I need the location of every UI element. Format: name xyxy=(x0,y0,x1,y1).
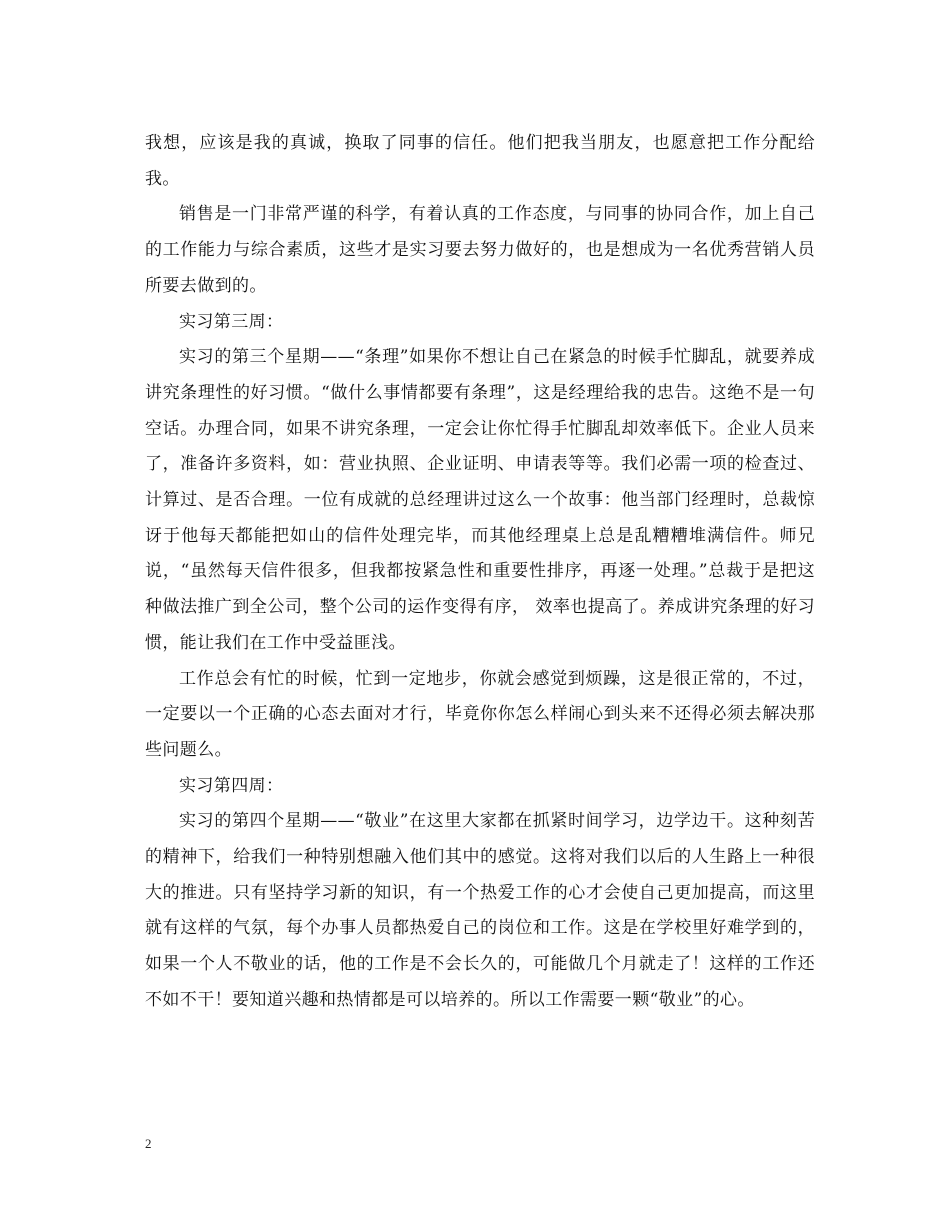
heading-week-three: 实习第三周： xyxy=(179,311,284,332)
page-number: 2 xyxy=(145,1136,152,1151)
paragraph-week-four: 实习的第四个星期——“敬业”在这里大家都在抓紧时间学习，边学边干。这种刻苦的精神下，给我们一种特别想融入他们其中的感觉。这将对我们以后的人生路上一种很大的推进。只有坚持学习新的知识，有一个热爱工作的心才会使自己更加提高，而这里就有这样的气氛，每个办事人员都热爱自己的岗位和工作。这是在学校里好难学到的，如果一个人不敬业的话，他的工作是不会长久的，可能做几个月就走了！这样的工作还不如不干！要知道兴趣和热情都是可以培养的。所以工作需要一颗“敬业”的心。 xyxy=(145,811,815,1010)
paragraph-week-three: 实习的第三个星期——“条理”如果你不想让自己在紧急的时候手忙脚乱，就要养成讲究条理性的好习惯。“做什么事情都要有条理”，这是经理给我的忠告。这绝不是一句空话。办理合同，如果不讲究条理，一定会让你忙得手忙脚乱却效率低下。企业人员来了，准备许多资料，如：营业执照、企业证明、申请表等等。我们必需一项的检查过、计算过、是否合理。一位有成就的总经理讲过这么一个故事：他当部门经理时，总裁惊讶于他每天都能把如山的信件处理完毕，而其他经理桌上总是乱糟糟堆满信件。师兄说，“虽然每天信件很多，但我都按紧急性和重要性排序，再逐一处理。”总裁于是把这种做法推广到全公司，整个公司的运作变得有序， 效率也提高了。养成讲究条理的好习惯，能让我们在工作中受益匪浅。 xyxy=(145,347,815,653)
paragraph-sales: 销售是一门非常严谨的科学，有着认真的工作态度，与同事的协同合作，加上自己的工作能力与综合素质，这些才是实习要去努力做好的，也是想成为一名优秀营销人员所要去做到的。 xyxy=(145,204,815,296)
paragraph-busy-work: 工作总会有忙的时候，忙到一定地步，你就会感觉到烦躁，这是很正常的，不过，一定要以一个正确的心态去面对才行，毕竟你你怎么样闹心到头来不还得必须去解决那些问题么。 xyxy=(145,668,815,760)
heading-week-four: 实习第四周： xyxy=(179,775,284,796)
document-body xyxy=(145,126,815,1019)
paragraph-continuation: 我想，应该是我的真诚，换取了同事的信任。他们把我当朋友，也愿意把工作分配给我。 xyxy=(145,133,815,189)
